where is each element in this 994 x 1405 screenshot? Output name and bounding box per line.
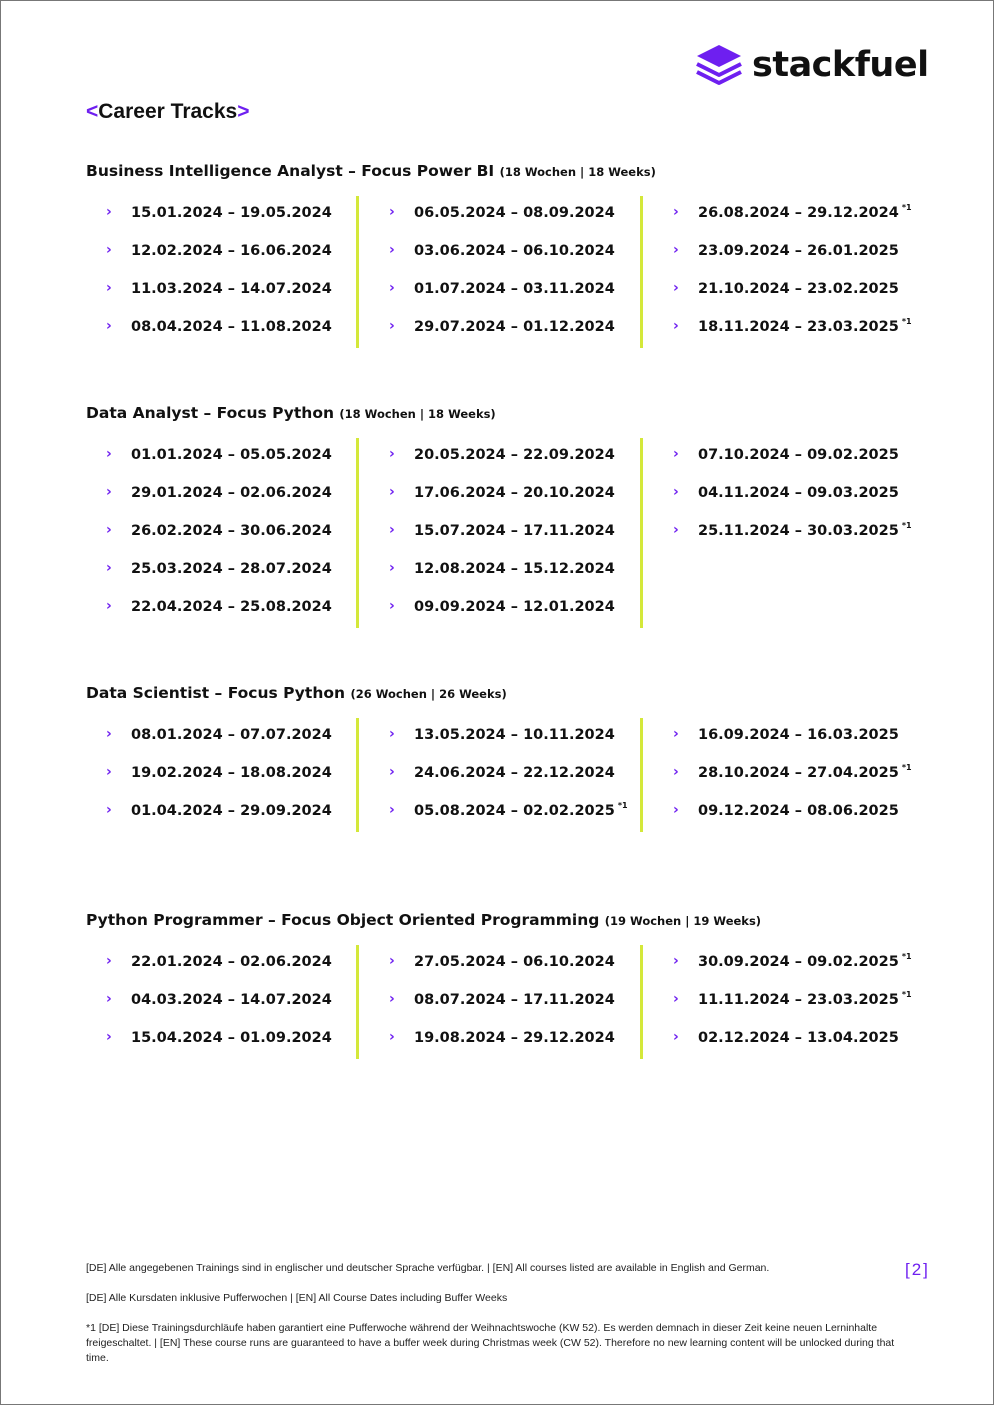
date-range: 23.09.2024 – 26.01.2025	[698, 243, 899, 259]
date-column	[653, 945, 938, 1059]
date-range: 08.07.2024 – 17.11.2024	[414, 992, 615, 1008]
date-range: 11.11.2024 – 23.03.2025 $^{*1}$	[698, 990, 912, 1008]
date-range-item	[86, 196, 371, 234]
date-range-item	[653, 272, 938, 310]
chevron-right-icon: ›	[673, 522, 679, 538]
section-title	[86, 911, 916, 929]
date-range: 02.12.2024 – 13.04.2025	[698, 1030, 899, 1046]
date-range: 26.02.2024 – 30.06.2024	[131, 523, 332, 539]
chevron-right-icon: ›	[106, 242, 112, 258]
footnote-marker: *1	[901, 203, 912, 212]
chevron-right-icon: ›	[106, 446, 112, 462]
date-range: 01.07.2024 – 03.11.2024	[414, 281, 615, 297]
date-range-item	[86, 514, 371, 552]
column-divider	[356, 196, 359, 348]
date-column	[653, 718, 938, 832]
section-data-analyst	[86, 404, 916, 615]
chevron-right-icon: ›	[673, 484, 679, 500]
date-range: 22.01.2024 – 02.06.2024	[131, 954, 332, 970]
footer-note-languages: [DE] Alle angegebenen Trainings sind in englischer und deutscher Sprache verfügbar. | [EN] All courses listed are available in English and German.	[86, 1262, 770, 1274]
date-range: 29.07.2024 – 01.12.2024	[414, 319, 615, 335]
date-column	[86, 718, 371, 832]
section-business-intelligence	[86, 162, 916, 335]
date-range-item	[369, 196, 654, 234]
date-range-item	[369, 438, 654, 476]
date-range-item	[86, 234, 371, 272]
date-range-item	[369, 310, 654, 348]
chevron-right-icon: ›	[389, 522, 395, 538]
column-divider	[356, 438, 359, 628]
footnote-marker: *1	[901, 521, 912, 530]
chevron-right-icon: ›	[106, 522, 112, 538]
date-range: 11.03.2024 – 14.07.2024	[131, 281, 332, 297]
date-range-item	[369, 552, 654, 590]
date-range: 27.05.2024 – 06.10.2024	[414, 954, 615, 970]
date-range: 19.08.2024 – 29.12.2024	[414, 1030, 615, 1046]
chevron-right-icon: ›	[106, 953, 112, 969]
chevron-right-icon: ›	[106, 598, 112, 614]
date-range-item	[653, 234, 938, 272]
chevron-right-icon: ›	[673, 280, 679, 296]
date-range: 01.04.2024 – 29.09.2024	[131, 803, 332, 819]
date-range: 04.11.2024 – 09.03.2025	[698, 485, 899, 501]
footer-note-christmas: *1 [DE] Diese Trainingsdurchläufe haben garantiert eine Pufferwoche während der Weihnachtswoche (KW 52). Es werden demnach in dieser Zeit keine neuen Lerninhalte freigeschaltet. | [EN] These course runs are guaranteed to have a buffer week during Christmas week (CW 52). Therefore no new learning content will be unlocked during that time.	[86, 1322, 895, 1364]
date-range: 18.11.2024 – 23.03.2025 $^{*1}$	[698, 317, 912, 335]
chevron-right-icon: ›	[673, 1029, 679, 1045]
date-column	[369, 438, 654, 628]
chevron-right-icon: ›	[106, 991, 112, 1007]
footer-note-buffer-weeks: [DE] Alle Kursdaten inklusive Pufferwochen | [EN] All Course Dates including Buffer Weeks	[86, 1292, 508, 1304]
date-range-item	[653, 756, 938, 794]
chevron-right-icon: ›	[389, 991, 395, 1007]
date-range-item	[369, 590, 654, 628]
footnote-marker: *1	[901, 317, 912, 326]
column-divider	[640, 945, 643, 1059]
section-data-scientist	[86, 684, 916, 819]
track-name: Business Intelligence Analyst – Focus Power BI	[86, 162, 495, 180]
date-range-item	[369, 945, 654, 983]
date-range-item	[369, 1021, 654, 1059]
date-range: 15.01.2024 – 19.05.2024	[131, 205, 332, 221]
date-range: 24.06.2024 – 22.12.2024	[414, 765, 615, 781]
date-range-item	[86, 476, 371, 514]
chevron-right-icon: ›	[389, 560, 395, 576]
date-range-item	[369, 234, 654, 272]
chevron-right-icon: ›	[389, 764, 395, 780]
chevron-right-icon: ›	[389, 598, 395, 614]
track-duration: (18 Wochen | 18 Weeks)	[339, 407, 496, 421]
section-python-programmer	[86, 911, 916, 1046]
date-range-item	[86, 552, 371, 590]
date-range-item	[369, 983, 654, 1021]
section-title	[86, 162, 916, 180]
date-range: 26.08.2024 – 29.12.2024 $^{*1}$	[698, 203, 912, 221]
chevron-right-icon: ›	[106, 204, 112, 220]
date-range: 15.04.2024 – 01.09.2024	[131, 1030, 332, 1046]
date-range: 25.11.2024 – 30.03.2025 $^{*1}$	[698, 521, 912, 539]
date-range-item	[86, 310, 371, 348]
date-range: 19.02.2024 – 18.08.2024	[131, 765, 332, 781]
chevron-right-icon: ›	[389, 242, 395, 258]
date-range: 17.06.2024 – 20.10.2024	[414, 485, 615, 501]
column-divider	[356, 945, 359, 1059]
date-column	[86, 196, 371, 348]
column-divider	[640, 196, 643, 348]
date-range: 04.03.2024 – 14.07.2024	[131, 992, 332, 1008]
date-column	[369, 718, 654, 832]
chevron-right-icon: ›	[673, 242, 679, 258]
date-column	[369, 945, 654, 1059]
date-range-item	[653, 983, 938, 1021]
column-divider	[356, 718, 359, 832]
layers-logo-icon	[694, 43, 744, 87]
date-range: 30.09.2024 – 09.02.2025 $^{*1}$	[698, 952, 912, 970]
chevron-right-icon: ›	[106, 484, 112, 500]
date-range-item	[653, 794, 938, 832]
section-title	[86, 684, 916, 702]
chevron-right-icon: ›	[673, 991, 679, 1007]
date-range-item	[86, 945, 371, 983]
chevron-right-icon: ›	[389, 204, 395, 220]
chevron-right-icon: ›	[389, 726, 395, 742]
date-range-item	[653, 310, 938, 348]
chevron-right-icon: ›	[389, 318, 395, 334]
chevron-right-icon: ›	[106, 764, 112, 780]
date-range-item	[86, 756, 371, 794]
chevron-right-icon: ›	[673, 204, 679, 220]
track-duration: (18 Wochen | 18 Weeks)	[499, 165, 656, 179]
date-range-item	[369, 476, 654, 514]
chevron-right-icon: ›	[106, 280, 112, 296]
chevron-right-icon: ›	[106, 560, 112, 576]
date-range-item	[653, 514, 938, 552]
date-range: 09.12.2024 – 08.06.2025	[698, 803, 899, 819]
chevron-right-icon: ›	[389, 1029, 395, 1045]
chevron-right-icon: ›	[106, 318, 112, 334]
chevron-right-icon: ›	[389, 280, 395, 296]
date-range-item	[653, 438, 938, 476]
footnote-marker: *1	[901, 990, 912, 999]
date-range-item	[653, 945, 938, 983]
date-range-item	[86, 590, 371, 628]
column-divider	[640, 438, 643, 628]
date-range-item	[86, 794, 371, 832]
date-range: 12.08.2024 – 15.12.2024	[414, 561, 615, 577]
date-range: 22.04.2024 – 25.08.2024	[131, 599, 332, 615]
track-duration: (26 Wochen | 26 Weeks)	[350, 687, 507, 701]
track-name: Data Scientist – Focus Python	[86, 684, 346, 702]
chevron-right-icon: ›	[106, 726, 112, 742]
date-range-item	[86, 438, 371, 476]
date-range: 20.05.2024 – 22.09.2024	[414, 447, 615, 463]
chevron-right-icon: ›	[389, 446, 395, 462]
date-range-item	[369, 794, 654, 832]
date-column	[653, 438, 938, 552]
date-range: 07.10.2024 – 09.02.2025	[698, 447, 899, 463]
chevron-right-icon: ›	[673, 953, 679, 969]
chevron-right-icon: ›	[673, 764, 679, 780]
date-column	[653, 196, 938, 348]
date-range: 12.02.2024 – 16.06.2024	[131, 243, 332, 259]
chevron-right-icon: ›	[673, 318, 679, 334]
chevron-right-icon: ›	[673, 446, 679, 462]
chevron-right-icon: ›	[389, 484, 395, 500]
column-divider	[640, 718, 643, 832]
chevron-right-icon: ›	[673, 726, 679, 742]
date-range: 21.10.2024 – 23.02.2025	[698, 281, 899, 297]
brand-name: stackfuel	[752, 45, 929, 85]
date-range: 01.01.2024 – 05.05.2024	[131, 447, 332, 463]
date-range: 03.06.2024 – 06.10.2024	[414, 243, 615, 259]
date-range: 08.01.2024 – 07.07.2024	[131, 727, 332, 743]
date-range-item	[86, 983, 371, 1021]
date-range: 09.09.2024 – 12.01.2024	[414, 599, 615, 615]
footnote-marker: *1	[617, 801, 628, 810]
date-range-item	[653, 718, 938, 756]
date-range: 13.05.2024 – 10.11.2024	[414, 727, 615, 743]
date-range: 28.10.2024 – 27.04.2025 $^{*1}$	[698, 763, 912, 781]
section-title	[86, 404, 916, 422]
chevron-right-icon: ›	[389, 802, 395, 818]
date-range-item	[653, 1021, 938, 1059]
date-range: 29.01.2024 – 02.06.2024	[131, 485, 332, 501]
stackfuel-logo	[694, 42, 929, 88]
date-range: 16.09.2024 – 16.03.2025	[698, 727, 899, 743]
date-range: 25.03.2024 – 28.07.2024	[131, 561, 332, 577]
date-range-item	[369, 756, 654, 794]
footnote-marker: *1	[901, 763, 912, 772]
footnote-marker: *1	[901, 952, 912, 961]
date-range-item	[86, 718, 371, 756]
track-name: Python Programmer – Focus Object Oriented Programming	[86, 911, 600, 929]
date-range-item	[653, 476, 938, 514]
page-number: [2]	[905, 1260, 930, 1279]
date-column	[369, 196, 654, 348]
chevron-right-icon: ›	[106, 802, 112, 818]
track-duration: (19 Wochen | 19 Weeks)	[604, 914, 762, 928]
date-range: 15.07.2024 – 17.11.2024	[414, 523, 615, 539]
track-name: Data Analyst – Focus Python	[86, 404, 335, 422]
chevron-right-icon: ›	[106, 1029, 112, 1045]
chevron-right-icon: ›	[389, 953, 395, 969]
date-range-item	[369, 272, 654, 310]
date-range: 05.08.2024 – 02.02.2025 $^{*1}$	[414, 801, 628, 819]
chevron-right-icon: ›	[673, 802, 679, 818]
date-range-item	[86, 272, 371, 310]
date-range-item	[86, 1021, 371, 1059]
page-title: <Career Tracks>	[86, 100, 250, 123]
date-range-item	[369, 514, 654, 552]
date-range: 06.05.2024 – 08.09.2024	[414, 205, 615, 221]
date-range-item	[369, 718, 654, 756]
date-column	[86, 945, 371, 1059]
date-range-item	[653, 196, 938, 234]
date-range: 08.04.2024 – 11.08.2024	[131, 319, 332, 335]
date-column	[86, 438, 371, 628]
